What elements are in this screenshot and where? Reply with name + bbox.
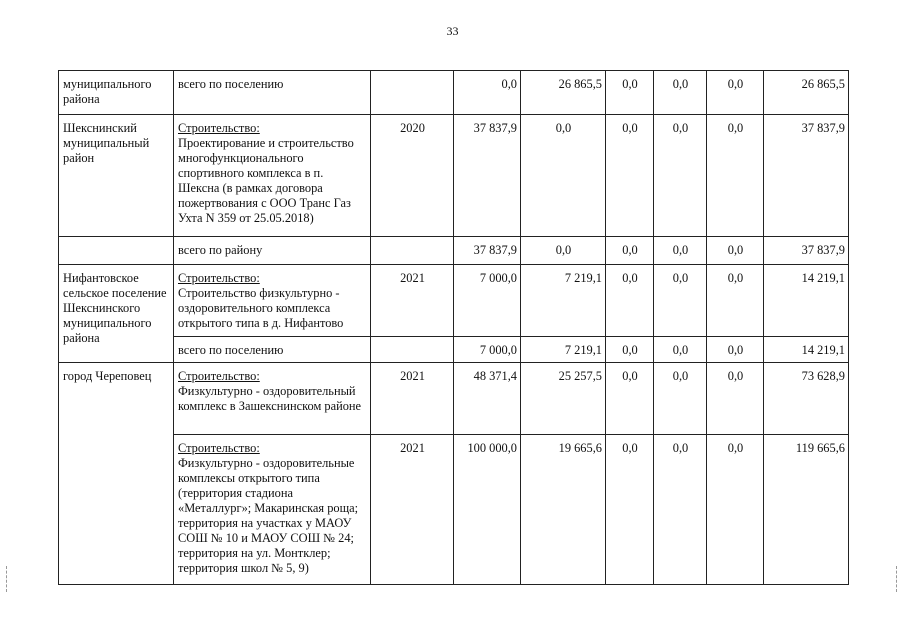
value-cell: 37 837,9 <box>454 115 521 237</box>
year-cell <box>371 337 454 363</box>
table-row <box>59 71 849 115</box>
municipality-cell: Шекснинский муниципальный район <box>59 115 174 237</box>
description-cell <box>174 435 371 585</box>
value-cell: 0,0 <box>606 265 654 337</box>
value-cell: 0,0 <box>707 337 764 363</box>
object-description: всего по району <box>178 243 263 257</box>
year-cell: 2021 <box>371 435 454 585</box>
value-cell: 0,0 <box>707 435 764 585</box>
value-cell: 0,0 <box>707 237 764 265</box>
value-cell: 26 865,5 <box>521 71 606 115</box>
municipality-cell <box>59 237 174 265</box>
table-row <box>59 337 849 363</box>
value-cell: 0,0 <box>654 115 707 237</box>
scan-margin-mark <box>896 566 901 592</box>
value-cell: 0,0 <box>606 337 654 363</box>
year-cell: 2020 <box>371 115 454 237</box>
year-cell <box>371 237 454 265</box>
value-cell: 7 000,0 <box>454 337 521 363</box>
object-kind-label: Строительство: <box>178 441 260 455</box>
total-cell: 37 837,9 <box>764 237 849 265</box>
scan-margin-mark <box>6 566 11 592</box>
value-cell: 48 371,4 <box>454 363 521 435</box>
description-cell <box>174 237 371 265</box>
object-description: Строительство физкультурно - оздоровительного комплекса открытого типа в д. Нифантово <box>178 286 344 330</box>
value-cell: 0,0 <box>707 71 764 115</box>
value-cell: 0,0 <box>454 71 521 115</box>
value-cell: 19 665,6 <box>521 435 606 585</box>
value-cell: 7 219,1 <box>521 265 606 337</box>
object-kind-label: Строительство: <box>178 271 260 285</box>
table-row <box>59 115 849 237</box>
description-cell <box>174 71 371 115</box>
object-description: всего по поселению <box>178 77 284 91</box>
value-cell: 0,0 <box>654 237 707 265</box>
value-cell: 7 219,1 <box>521 337 606 363</box>
object-description: Физкультурно - оздоровительный комплекс в Зашекснинском районе <box>178 384 362 413</box>
value-cell: 0,0 <box>521 237 606 265</box>
municipality-cell: город Череповец <box>59 363 174 585</box>
year-cell: 2021 <box>371 265 454 337</box>
object-description: всего по поселению <box>178 343 284 357</box>
total-cell: 119 665,6 <box>764 435 849 585</box>
description-cell <box>174 337 371 363</box>
value-cell: 0,0 <box>606 237 654 265</box>
total-cell: 37 837,9 <box>764 115 849 237</box>
object-description: Проектирование и строительство многофункционального спортивного комплекса в п. Шексна (в рамках договора пожертвования с ООО Транс Газ Ухта N 359 от 25.05.2018) <box>178 136 354 225</box>
municipality-cell: Нифантовское сельское поселение Шекснинского муниципального района <box>59 265 174 363</box>
value-cell: 0,0 <box>707 115 764 237</box>
description-cell <box>174 363 371 435</box>
total-cell: 14 219,1 <box>764 265 849 337</box>
value-cell: 0,0 <box>606 435 654 585</box>
value-cell: 7 000,0 <box>454 265 521 337</box>
object-kind-label: Строительство: <box>178 369 260 383</box>
description-cell <box>174 115 371 237</box>
municipality-cell: муниципального района <box>59 71 174 115</box>
year-cell <box>371 71 454 115</box>
value-cell: 37 837,9 <box>454 237 521 265</box>
value-cell: 100 000,0 <box>454 435 521 585</box>
value-cell: 0,0 <box>606 363 654 435</box>
page-number: 33 <box>446 24 459 38</box>
object-description: Физкультурно - оздоровительные комплексы открытого типа (территория стадиона «Металлург»; Макаринская роща; территория на участках у МАОУ СОШ № 10 и МАОУ СОШ № 24; территория на ул. Монтклер; территория школ № 5, 9) <box>178 456 359 575</box>
value-cell: 0,0 <box>521 115 606 237</box>
value-cell: 0,0 <box>707 265 764 337</box>
total-cell: 14 219,1 <box>764 337 849 363</box>
investment-table <box>58 70 849 585</box>
value-cell: 0,0 <box>606 115 654 237</box>
year-cell: 2021 <box>371 363 454 435</box>
value-cell: 0,0 <box>654 363 707 435</box>
value-cell: 0,0 <box>654 337 707 363</box>
value-cell: 0,0 <box>654 435 707 585</box>
value-cell: 0,0 <box>654 71 707 115</box>
table-row <box>59 363 849 435</box>
total-cell: 26 865,5 <box>764 71 849 115</box>
table-row <box>59 265 849 337</box>
table-row <box>59 237 849 265</box>
object-kind-label: Строительство: <box>178 121 260 135</box>
description-cell <box>174 265 371 337</box>
table-row <box>59 435 849 585</box>
value-cell: 0,0 <box>654 265 707 337</box>
total-cell: 73 628,9 <box>764 363 849 435</box>
value-cell: 0,0 <box>707 363 764 435</box>
value-cell: 25 257,5 <box>521 363 606 435</box>
value-cell: 0,0 <box>606 71 654 115</box>
